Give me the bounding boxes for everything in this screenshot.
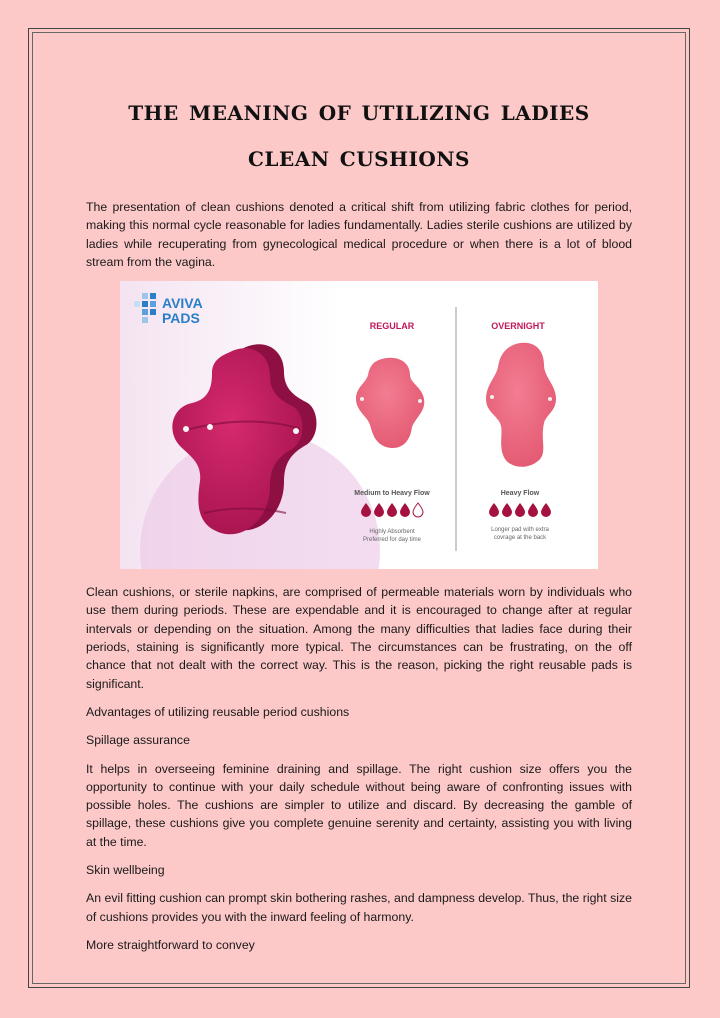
overnight-note-line-1: Longer pad with extra: [491, 527, 549, 534]
overnight-note-line-2: covrage at the back: [493, 535, 547, 542]
body-paragraph: Clean cushions, or sterile napkins, are comprised of permeable materials worn by individuals who use them during periods. These are expendable and it is encouraged to change after at regular intervals or depending on the situation. Among the many difficulties that ladies face during their periods, staining is significantly more typical. The circumstances can be frustrating, on the off chance that not dealt with the correct way. This is the reason, picking the right reusable pads is significant.: [86, 585, 632, 691]
section-heading: Skin wellbeing: [86, 863, 165, 878]
overnight-label: OVERNIGHT: [491, 321, 545, 332]
page-title-line-1: the meaning of utilizing ladies: [128, 94, 590, 127]
regular-note-line-2: Preferred for day time: [362, 537, 422, 544]
brand-logo: [134, 293, 203, 326]
overnight-flow-label: Heavy Flow: [500, 490, 540, 498]
body-paragraph: An evil fitting cushion can prompt skin bothering rashes, and dampness develop. Thus, the right size of cushions provides you with the inward feeling of harmony.: [86, 891, 632, 924]
page-title: [86, 88, 632, 180]
body-paragraphs: [86, 583, 632, 954]
document-body: [86, 88, 632, 964]
intro-paragraph: The presentation of clean cushions denoted a critical shift from utilizing fabric clothes for period, making this normal cycle reasonable for ladies fundamentally. Ladies sterile cushions are utilized by ladies while recuperating from gynecological medical procedure or when there is a lot of blood stream from the vagina.: [86, 200, 632, 269]
product-image: [120, 281, 598, 569]
product-illustration: [120, 281, 598, 569]
regular-flow-label: Medium to Heavy Flow: [354, 490, 430, 498]
section-heading: More straightforward to convey: [86, 937, 255, 952]
brand-name-line-1: AVIVA: [162, 295, 203, 312]
section-heading: Spillage assurance: [86, 733, 190, 748]
brand-name-line-2: PADS: [162, 310, 200, 327]
regular-note-line-1: Highly Absorbent: [369, 529, 415, 536]
section-heading: Advantages of utilizing reusable period cushions: [86, 704, 350, 719]
page-title-line-2: clean cushions: [248, 140, 470, 173]
body-paragraph: It helps in overseeing feminine draining and spillage. The right cushion size offers you the opportunity to continue with your daily schedule without being aware of confronting issues with possible holes. The cushions are simpler to utilize and discard. By decreasing the gamble of spillage, these cushions give you complete genuine serenity and certainty, assisting you with living at the time.: [86, 761, 632, 849]
regular-label: REGULAR: [369, 321, 415, 332]
